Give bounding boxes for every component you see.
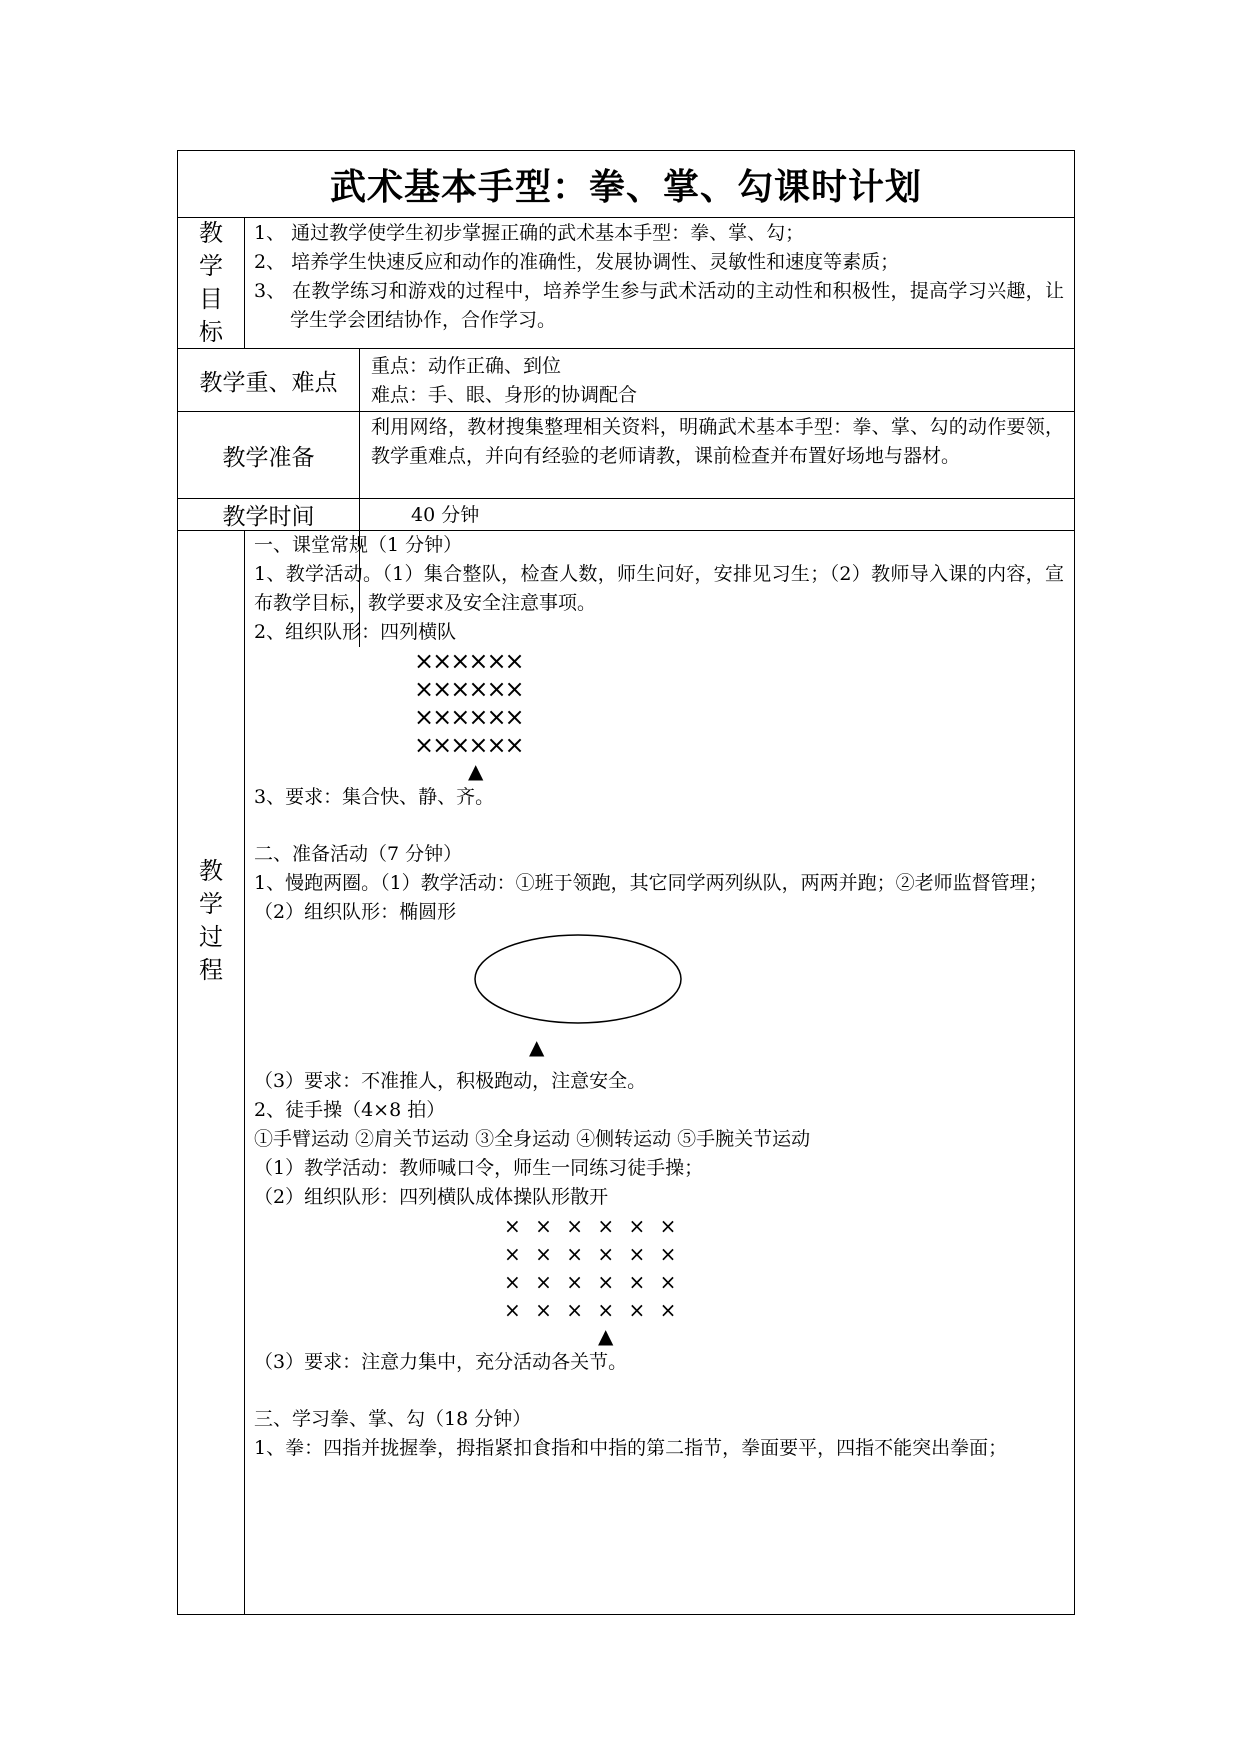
preparation-label: 教学准备 xyxy=(222,444,315,471)
formation-row: × × × × × × xyxy=(504,1298,677,1322)
key-points-label: 教学重、难点 xyxy=(199,369,338,396)
paragraph: 3、要求：集合快、静、齐。 xyxy=(254,786,495,808)
divider xyxy=(244,217,245,348)
formation-diagram xyxy=(254,647,1064,783)
objectives-label-char: 标 xyxy=(199,318,223,346)
paragraph: 2、徒手操（4×8 拍） xyxy=(254,1099,446,1121)
paragraph: ①手臂运动 ②肩关节运动 ③全身运动 ④侧转运动 ⑤手腕关节运动 xyxy=(254,1128,811,1150)
objective-item: 1、 通过教学使学生初步掌握正确的武术基本手型：拳、掌、勾； xyxy=(254,222,805,244)
teacher-marker: ▲ xyxy=(529,1035,545,1059)
process-label-char: 教 xyxy=(199,857,223,885)
page-title: 武术基本手型：拳、掌、勾课时计划 xyxy=(329,166,922,208)
objective-item: 2、 培养学生快速反应和动作的准确性，发展协调性、灵敏性和速度等素质； xyxy=(254,251,900,273)
process-label-char: 程 xyxy=(199,956,223,984)
formation-row: × × × × × × xyxy=(504,1214,677,1238)
process-content xyxy=(254,531,1064,1463)
objectives-label-char: 学 xyxy=(199,252,223,280)
paragraph: （2）组织队形：椭圆形 xyxy=(254,901,457,923)
section-heading: 一、课堂常规（1 分钟） xyxy=(254,534,463,556)
divider xyxy=(178,217,1074,218)
process-label-char: 过 xyxy=(199,923,223,951)
objective-item: 3、 在教学练习和游戏的过程中，培养学生参与武术活动的主动性和积极性，提高学习兴趣，让学生学会团结协作，合作学习。 xyxy=(254,280,1064,331)
divider xyxy=(244,530,245,1614)
section-heading: 二、准备活动（7 分钟） xyxy=(254,843,463,865)
paragraph: （2）组织队形：四列横队成体操队形散开 xyxy=(254,1186,609,1208)
process-label-char: 学 xyxy=(199,890,223,918)
teacher-marker: ▲ xyxy=(468,759,484,783)
formation-row: × × × × × × xyxy=(504,1270,677,1294)
paragraph: （1）教学活动：教师喊口令，师生一同练习徒手操； xyxy=(254,1157,704,1179)
formation-row: ×××××× xyxy=(414,675,523,703)
paragraph: （3）要求：不准推人，积极跑动，注意安全。 xyxy=(254,1070,647,1092)
section-heading: 三、学习拳、掌、勾（18 分钟） xyxy=(254,1408,532,1430)
teacher-marker: ▲ xyxy=(598,1324,614,1348)
key-point-difficulty: 难点：手、眼、身形的协调配合 xyxy=(371,384,638,406)
objectives-label xyxy=(178,218,244,348)
lesson-plan-table xyxy=(177,150,1075,1615)
paragraph: 2、组织队形：四列横队 xyxy=(254,621,457,643)
formation-row: ×××××× xyxy=(414,731,523,759)
process-label xyxy=(178,851,244,991)
duration-value: 40 分钟 xyxy=(411,504,480,526)
objectives-label-char: 目 xyxy=(199,285,223,313)
paragraph: （3）要求：注意力集中，充分活动各关节。 xyxy=(254,1351,628,1373)
duration-label: 教学时间 xyxy=(222,504,315,530)
paragraph: 1、慢跑两圈。（1）教学活动：①班于领跑，其它同学两列纵队，两两并跑；②老师监督管理； xyxy=(254,872,1048,894)
formation-row: × × × × × × xyxy=(504,1242,677,1266)
objectives-list xyxy=(254,219,1064,335)
gymnastics-formation-diagram xyxy=(254,1212,1064,1348)
preparation-text: 利用网络，教材搜集整理相关资料，明确武术基本手型：拳、掌、勾的动作要领，教学重难点，并向有经验的老师请教，课前检查并布置好场地与器材。 xyxy=(371,416,1064,467)
objectives-label-char: 教 xyxy=(199,219,223,247)
paragraph: 1、教学活动。（1）集合整队，检查人数，师生问好，安排见习生；（2）教师导入课的内容，宣布教学目标，教学要求及安全注意事项。 xyxy=(254,563,1064,614)
oval-track-shape xyxy=(254,927,1064,1067)
key-points-content xyxy=(371,352,1066,410)
oval-formation-diagram xyxy=(254,927,1064,1067)
paragraph: 1、拳：四指并拢握拳，拇指紧扣食指和中指的第二指节，拳面要平，四指不能突出拳面； xyxy=(254,1437,1008,1459)
key-point-focus: 重点：动作正确、到位 xyxy=(371,355,562,377)
formation-row: ×××××× xyxy=(414,647,523,675)
formation-row: ×××××× xyxy=(414,703,523,731)
